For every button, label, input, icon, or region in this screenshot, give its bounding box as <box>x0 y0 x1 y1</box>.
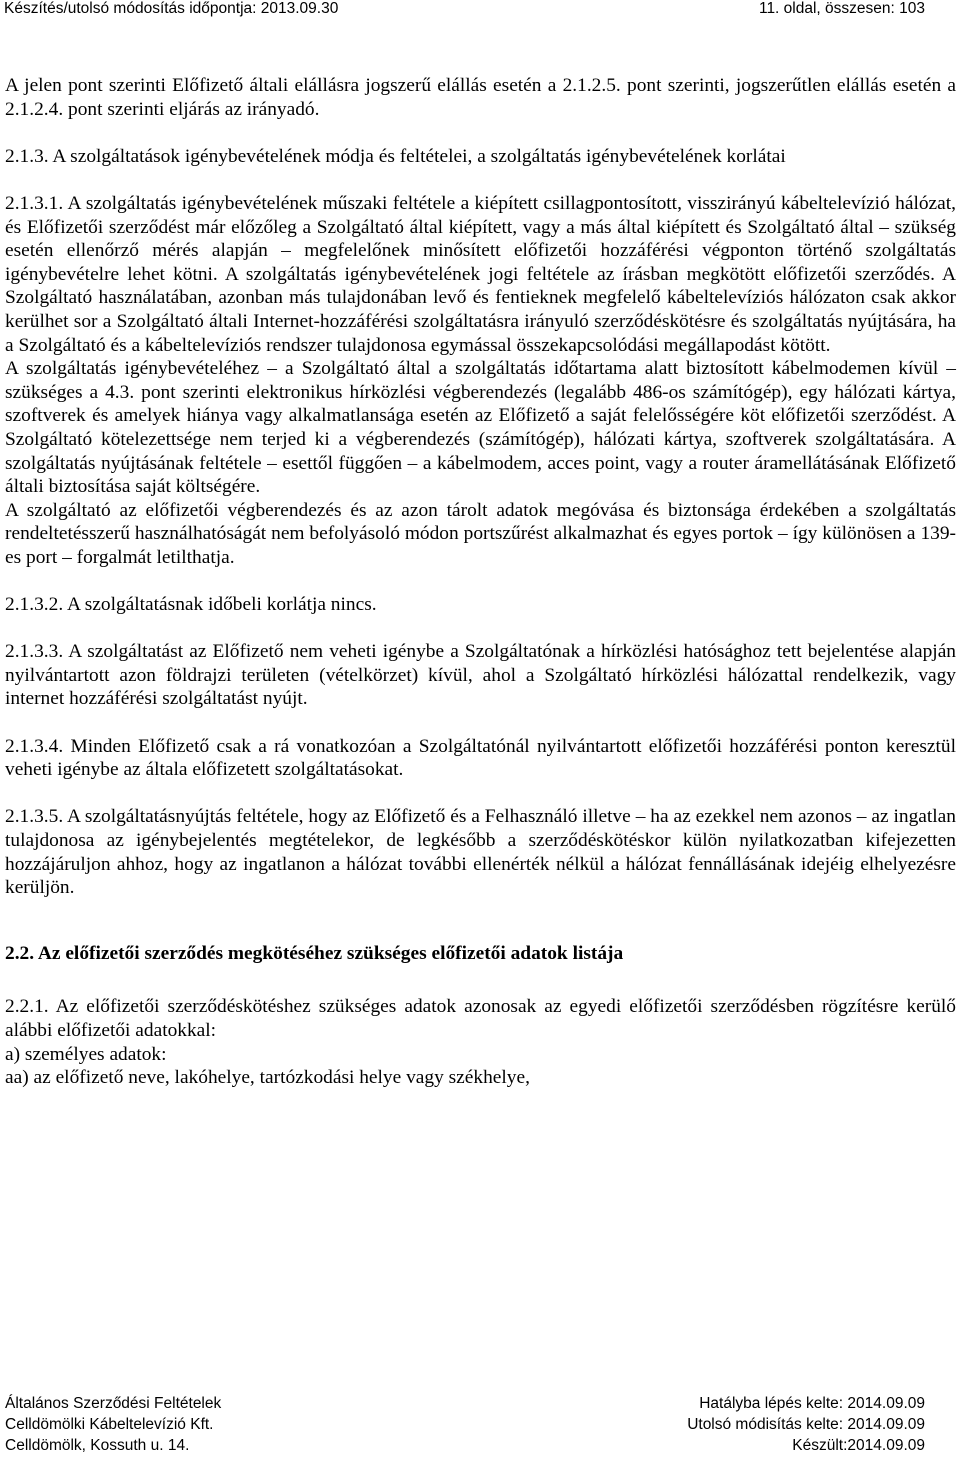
section-heading: 2.1.3. A szolgáltatások igénybevételének módja és feltételei, a szolgáltatás igénybevételének korlátai <box>5 145 786 167</box>
paragraph: 2.2.1. Az előfizetői szerződéskötéshez szükséges adatok azonosak az egyedi előfizetői szerződésben rögzítésre kerülő alábbi előfizetői adatokkal: <box>5 996 956 1041</box>
page-header <box>4 0 925 22</box>
footer-company: Celldömölki Kábeltelevízió Kft. <box>5 1416 214 1433</box>
paragraph: 2.1.3.1. A szolgáltatás igénybevételének műszaki feltétele a kiépített csillagpontosított, visszirányú kábeltelevízió hálózat, és Előfizetői szerződést már előzőleg a Szolgáltató által kiépített, vagy a más által kiépített és Szolgáltató által – szükség esetén ellenőrző mérés alapján – megfelelőnek minősített előfizetői hozzáférési végponton történő szolgáltatás igénybevételre lehet kötni. A szolgáltatás igénybevételének jogi feltétele az írásban megkötött előfizetői szerződés. A Szolgáltató használatában, azonban más tulajdonában levő és fentieknek megfelelő kábeltelevíziós hálózaton csak akkor kerülhet sor a Szolgáltató általi Internet-hozzáférési szolgáltatásra irányuló szerződéskötésre és szolgáltatás nyújtására, ha a Szolgáltató és a kábeltelevíziós rendszer tulajdonosa egymással összekapcsolódási megállapodást kötött. <box>5 192 956 356</box>
footer-effective-date: Hatályba lépés kelte: 2014.09.09 <box>699 1395 925 1412</box>
header-timestamp: Készítés/utolsó módosítás időpontja: 2013.09.30 <box>4 0 339 17</box>
paragraph: A szolgáltatás igénybevételéhez – a Szolgáltató által a szolgáltatás időtartama alatt biztosított kábelmodemen kívül – szükséges a 4.3. pont szerinti elektronikus hírközlési végberendezés (legalább 486-os számítógép), egy hálózati kártya, szoftverek és amelyek hiánya vagy alkalmatlansága esetén az Előfizető a saját felelősségére köt előfizetői szerződést. A Szolgáltató kötelezettsége nem terjed ki a végberendezés (számítógép), hálózati kártya, szoftverek szolgáltatására. A szolgáltatás nyújtásának feltétele – esettől függően – a kábelmodem, acces point, vagy a router áramellátásának Előfizető általi biztosítása saját költségére. <box>5 358 956 498</box>
paragraph: A jelen pont szerinti Előfizető általi elállásra jogszerű elállás esetén a 2.1.2.5. pont szerinti, jogszerűtlen elállás esetén a 2.1.2.4. pont szerinti eljárás az irányadó. <box>5 75 956 120</box>
list-item: aa) az előfizető neve, lakóhelye, tartózkodási helye vagy székhelye, <box>5 1067 530 1089</box>
paragraph: 2.1.3.3. A szolgáltatást az Előfizető nem veheti igénybe a Szolgáltatónak a hírközlési hatósághoz tett bejelentése alapján nyilvántartott azon földrajzi területen (vételkörzet) kívül, ahol a Szolgáltató hírközlési hálózattal rendelkezik, vagy internet hozzáférési szolgáltatást nyújt. <box>5 641 956 710</box>
paragraph: 2.1.3.4. Minden Előfizető csak a rá vonatkozóan a Szolgáltatónál nyilvántartott előfizetői hozzáférési ponton keresztül veheti igénybe az általa előfizetett szolgáltatásokat. <box>5 735 956 781</box>
document-body <box>5 74 956 1090</box>
page-footer <box>5 1393 925 1456</box>
paragraph: 2.1.3.2. A szolgáltatásnak időbeli korlátja nincs. <box>5 594 377 616</box>
footer-created-date: Készült:2014.09.09 <box>792 1437 925 1454</box>
footer-doc-title: Általános Szerződési Feltételek <box>5 1395 222 1412</box>
footer-address: Celldömölk, Kossuth u. 14. <box>5 1437 190 1454</box>
list-item: a) személyes adatok: <box>5 1043 167 1065</box>
paragraph: 2.1.3.5. A szolgáltatásnyújtás feltétele, hogy az Előfizető és a Felhasználó illetve – ha az ezekkel nem azonos – az ingatlan tulajdonosa az igénybejelentés megtételekor, de legkésőbb a szerződéskötéskor külön nyilatkozatban kifejezetten hozzájáruljon ahhoz, hogy az ingatlanon a hálózat további ellenérték nélkül a hálózat fennállásának idejéig elhelyezésre kerüljön. <box>5 806 956 899</box>
paragraph: A szolgáltató az előfizetői végberendezés és az azon tárolt adatok megóvása és biztonsága érdekében a szolgáltatás rendeltetésszerű használhatóságát nem befolyásoló módon portszűrést alkalmazhat és egyes portok – így különösen a 139-es port – forgalmát letilthatja. <box>5 499 956 568</box>
footer-modified-date: Utolsó módisítás kelte: 2014.09.09 <box>687 1416 925 1433</box>
header-page-count: 11. oldal, összesen: 103 <box>758 0 925 17</box>
section-heading-bold: 2.2. Az előfizetői szerződés megkötéséhez szükséges előfizetői adatok listája <box>5 942 624 964</box>
